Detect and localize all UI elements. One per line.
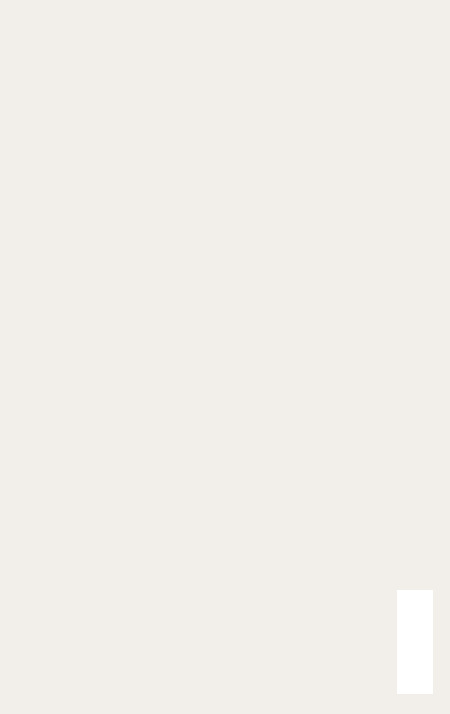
barcode-digits-svg (392, 590, 434, 694)
colophon (248, 599, 393, 609)
colophon-spacer (248, 599, 393, 609)
